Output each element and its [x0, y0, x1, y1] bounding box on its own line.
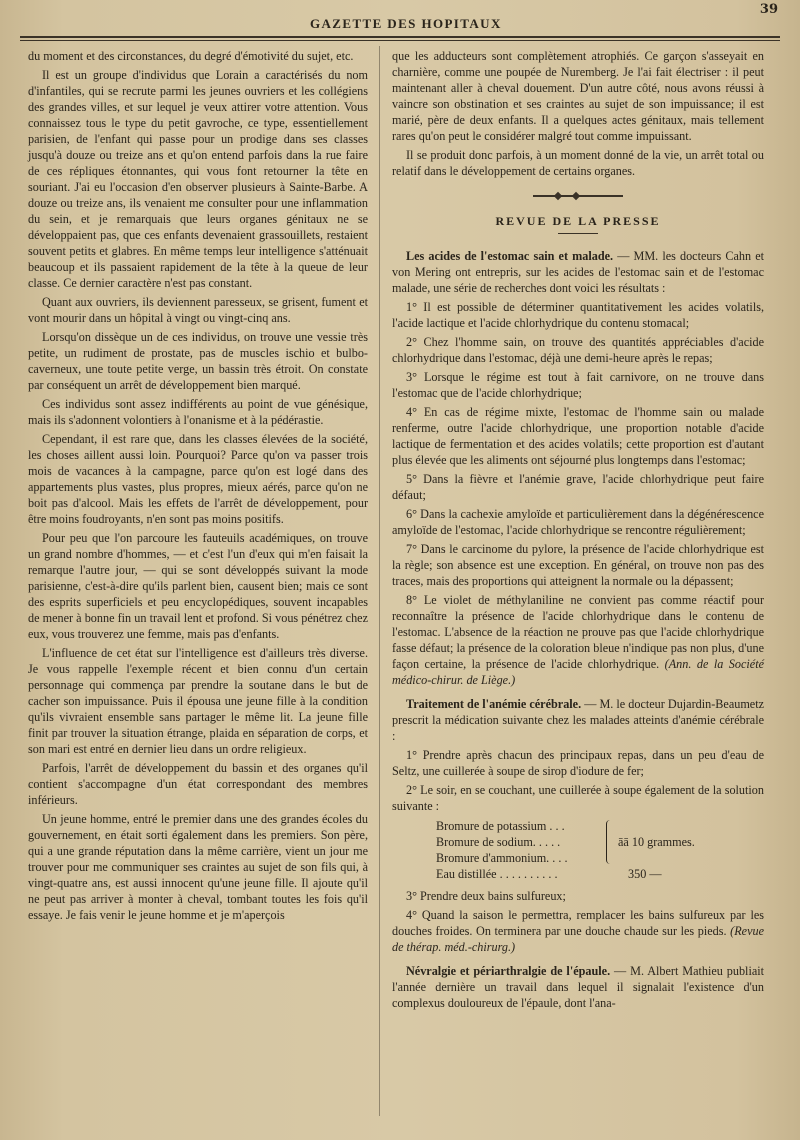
- paragraph: Il est un groupe d'individus que Lorain a caractérisés du nom d'infantiles, qui se recrute parmi les jeunes ouvriers et les collégiens des grandes villes, et sur lequel je veux attirer votre attention. Vous connaissez tous le type du petit gavroche, ce type, essentiellement parisien, de l'enfant qui passe pour un prodige dans ses classes jusqu'à douze ou treize ans et qu'on entend parfois dans la rue faire de ces répliques étonnantes, qui vous font retourner la tête en souriant. J'ai eu l'occasion d'en observer plusieurs à Sainte-Barbe. A douze ou treize ans, ils venaient me consulter pour une inflammation du sein, et je remarquais que leurs organes génitaux ne se développaient pas, que ces enfants devenaient grassouillets, restaient souvent petits et glabres. En même temps leur intelligence s'atténuait beaucoup et ils passaient rapidement de la tête à la queue de leur classe. Ce dernier caractère n'est pas constant.: [28, 68, 368, 290]
- formula-brace: [606, 820, 613, 864]
- article-title: Traitement de l'anémie cérébrale.: [406, 697, 582, 711]
- section-title: REVUE DE LA PRESSE: [495, 214, 661, 228]
- list-item: 3° Prendre deux bains sulfureux;: [406, 889, 566, 903]
- article-intro: — M. Albert Mathieu publiait l'année dernière un travail dans lequel il signalait l'existence d'un complexus douloureux de l'épaule, dont l'ana-: [392, 964, 765, 1010]
- paragraph: que les adducteurs sont complètement atrophiés. Ce garçon s'asseyait en charnière, comme une poupée de Nuremberg. Je l'ai fait électriser : il peut maintenant aller à cheval douement. D'un autre côté, nous avons réussi à vaincre son obstination et ses craintes au sujet de son impuissance; il est marié, père de deux enfants. Il a quelques actes génitaux, mais tellement rares qu'on peut le considérer malgré tout comme impuissant.: [392, 49, 764, 143]
- formula-ingredient: Bromure de potassium . . .: [436, 819, 565, 833]
- list-item: 5° Dans la fièvre et l'anémie grave, l'acide chlorhydrique peut faire défaut;: [392, 472, 764, 502]
- paragraph: du moment et des circonstances, du degré d'émotivité du sujet, etc.: [28, 49, 354, 63]
- article-intro: — MM. les docteurs Cahn et von Mering ont entrepris, sur les acides de l'estomac sain et de l'estomac malade, une série de recherches dont voici les résultats :: [392, 249, 764, 295]
- formula-ingredient: Eau distillée . . . . . . . . . .: [436, 867, 558, 881]
- list-item: 1° Il est possible de déterminer quantitativement les acides volatils, l'acide lactique et l'acide chlorhydrique du contenu stomacal;: [392, 300, 764, 330]
- formula-row: [436, 850, 764, 866]
- list-item: 1° Prendre après chacun des principaux repas, dans un peu d'eau de Seltz, une cuillerée à soupe de sirop d'iodure de fer;: [392, 748, 764, 778]
- formula-row: [436, 834, 764, 850]
- paragraph: Pour peu que l'on parcoure les fauteuils académiques, on trouve un grand nombre d'hommes, — et c'est l'un d'eux qui m'en faisait la remarque l'autre jour, — qui se sont développés suivant la mode parisienne, c'est-à-dire qu'ils parlent bien, causent bien; mais ce sont des esprits superficiels et peu encyclopédiques, souvent incapables de mener à bonne fin un travail lent et profond. Si vous pénétrez chez eux, vous trouverez une femme, mais pas d'enfants.: [28, 531, 368, 641]
- formula-quantity: 350 —: [628, 867, 662, 881]
- list-item: 3° Lorsque le régime est tout à fait carnivore, on ne trouve dans l'estomac que de l'acide chlorhydrique;: [392, 370, 764, 400]
- paragraph: Parfois, l'arrêt de développement du bassin et des organes qu'il contient s'accompagne d'un état correspondant des membres inférieurs.: [28, 761, 368, 807]
- article-title: Les acides de l'estomac sain et malade.: [406, 249, 614, 263]
- source-citation: (Ann. de la Société médico-chirur. de Liège.): [392, 657, 764, 687]
- list-item: 2° Le soir, en se couchant, une cuillerée à soupe également de la solution suivante :: [392, 783, 764, 813]
- list-item: 2° Chez l'homme sain, on trouve des quantités appréciables d'acide chlorhydrique dans l'estomac, déjà une demi-heure après le repas;: [392, 335, 764, 365]
- formula-row: [436, 818, 764, 834]
- right-column: [392, 48, 764, 1014]
- section-ornament: [392, 187, 764, 195]
- formula-ingredient: Bromure de sodium. . . . .: [436, 835, 561, 849]
- list-item: 6° Dans la cachexie amyloïde et particulièrement dans la dégénérescence amyloïde de l'estomac, l'acide chlorhydrique se rencontre régulièrement;: [392, 507, 764, 537]
- list-item-text: 8° Le violet de méthylaniline ne convient pas comme réactif pour reconnaître la présence de l'acide chlorhydrique dans le contenu de l'estomac. L'absence de la réaction ne prouve pas que l'acide chlorhydrique fasse défaut; la présence de la coloration bleue n'indique pas non plus, d'une façon certaine, la présence de l'acide chlorhydrique.: [392, 593, 764, 671]
- paragraph: Cependant, il est rare que, dans les classes élevées de la société, les choses aillent aussi loin. Pourquoi? Parce qu'on va passer trois mois de vacances à la campagne, parce qu'on est logé dans des appartements plus vastes, plus propres, mieux aérés, parce qu'on ne boit pas d'alcool. Mais les effets de l'arrêt de développement, pour être moins foudroyants, n'en sont pas moins positifs.: [28, 432, 368, 526]
- source-citation: (Revue de thérap. méd.-chirurg.): [392, 924, 764, 954]
- section-rule: [558, 233, 598, 234]
- list-item: [392, 592, 764, 688]
- formula-ingredient: Bromure d'ammonium. . . .: [436, 851, 568, 865]
- header-rule-thin: [20, 40, 780, 41]
- paragraph: Lorsqu'on dissèque un de ces individus, on trouve une vessie très petite, un rudiment de prostate, pas de muscles ischio et bulbo-caverneux, une toute petite verge, un bassin très étroit. On constate par conséquent un arrêt de développement bien marqué.: [28, 330, 368, 392]
- paragraph: Un jeune homme, entré le premier dans une des grandes écoles du gouvernement, en était sorti également dans les premiers. Son père, qui a une grande réputation dans la même carrière, vient un jour me trouver pour me communiquer ses craintes au sujet de son fils qui, à vingt-quatre ans, est aussi innocent qu'une jeune fille. Il ajoute qu'il ne peut pas arriver à monter à cheval, tombant toutes les fois qu'il essaye. Je fais venir le jeune homme et je m'aperçois: [28, 812, 368, 922]
- formula-row: [436, 866, 764, 882]
- article-paragraph: [392, 696, 764, 744]
- journal-title: GAZETTE DES HOPITAUX: [310, 16, 502, 31]
- prescription-formula: [436, 818, 764, 882]
- list-item: 7° Dans le carcinome du pylore, la présence de l'acide chlorhydrique est la règle; son absence est une exception. En général, on trouve non pas des traces, mais des proportions qui atteignent la normale ou la dépassent;: [392, 542, 764, 588]
- article-intro: — M. le docteur Dujardin-Beaumetz prescrit la médication suivante chez les malades atteints d'anémie cérébrale :: [392, 697, 765, 743]
- left-column: [28, 48, 368, 926]
- article-title: Névralgie et périarthralgie de l'épaule.: [406, 964, 611, 978]
- article-paragraph: [392, 963, 764, 1011]
- formula-quantity: āā 10 grammes.: [618, 835, 695, 849]
- paragraph: Quant aux ouvriers, ils deviennent paresseux, se grisent, fument et vont mourir dans un hôpital à vingt ou vingt-cinq ans.: [28, 295, 368, 325]
- header-rule: [20, 36, 780, 38]
- list-item: 4° En cas de régime mixte, l'estomac de l'homme sain ou malade renferme, outre l'acide chlorhydrique, une proportion notable d'acide lactique de fermentation et des acides volatils; cette proportion est d'autant plus élevée que les aliments ont séjourné plus longtemps dans l'estomac;: [392, 405, 764, 467]
- paragraph: L'influence de cet état sur l'intelligence est d'ailleurs très diverse. Je vous rappelle l'exemple récent et bien connu d'un certain personnage qui commença par prendre la soutane dans le but de cacher son impuissance. Puis il épousa une jeune fille à la condition qu'ils vivraient ensemble sans partager le même lit. La jeune fille finit par trouver la situation étrange, plaida en séparation de corps, et son mari est entré en dernier lieu dans un ordre religieux.: [28, 646, 368, 756]
- article-paragraph: [392, 248, 764, 296]
- list-item: [392, 907, 764, 955]
- paragraph: Il se produit donc parfois, à un moment donné de la vie, un arrêt total ou relatif dans le développement de certains organes.: [392, 148, 764, 178]
- paragraph: Ces individus sont assez indifférents au point de vue génésique, mais ils s'adonnent volontiers à l'onanisme et à la pédérastie.: [28, 397, 368, 427]
- column-divider: [379, 46, 380, 1116]
- page-header: [20, 2, 780, 40]
- list-item-text: 4° Quand la saison le permettra, remplacer les bains sulfureux par les douches froides. On terminera par une douche chaude sur les pieds.: [392, 908, 764, 938]
- page-number: 39: [759, 2, 778, 17]
